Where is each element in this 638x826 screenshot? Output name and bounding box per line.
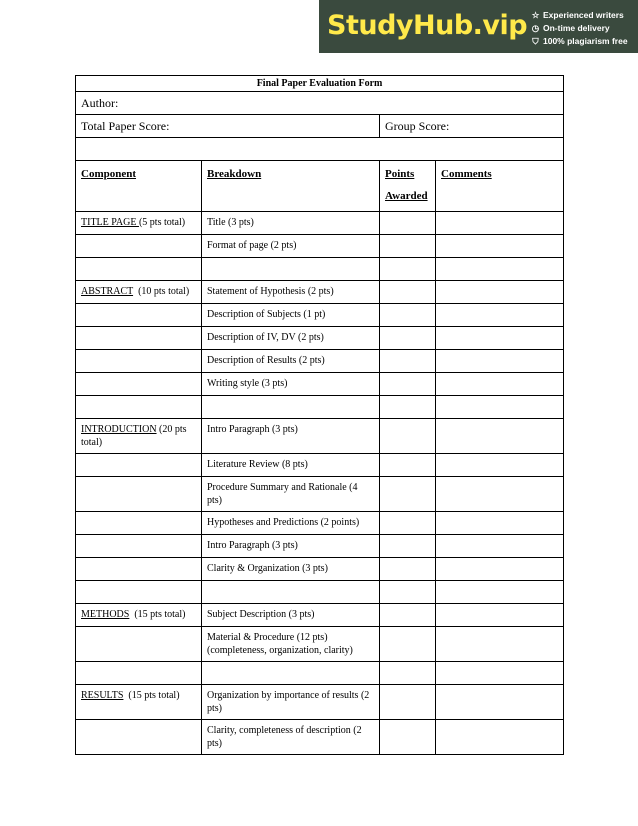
comments-cell[interactable] [436, 512, 564, 535]
table-row [76, 454, 564, 477]
group-score-field: Group Score: [380, 115, 564, 138]
component-cell [76, 604, 202, 627]
component-cell [76, 419, 202, 454]
component-points: (20 pts total) [81, 424, 190, 448]
breakdown-cell: Subject Description (3 pts) [202, 604, 380, 627]
header-points-awarded: Points Awarded [380, 161, 436, 212]
points-awarded-cell[interactable] [380, 558, 436, 581]
spacer-row [76, 138, 564, 161]
table-row [76, 512, 564, 535]
comments-cell[interactable] [436, 454, 564, 477]
table-row [76, 627, 564, 662]
points-awarded-cell[interactable] [380, 581, 436, 604]
comments-cell[interactable] [436, 258, 564, 281]
component-cell [76, 373, 202, 396]
table-row [76, 535, 564, 558]
table-row [76, 558, 564, 581]
comments-cell[interactable] [436, 396, 564, 419]
points-awarded-cell[interactable] [380, 535, 436, 558]
breakdown-cell: Clarity, completeness of description (2 pts) [202, 720, 380, 755]
component-cell [76, 281, 202, 304]
breakdown-cell: Format of page (2 pts) [202, 235, 380, 258]
component-points: (5 pts total) [138, 217, 186, 228]
points-awarded-cell[interactable] [380, 350, 436, 373]
points-awarded-cell[interactable] [380, 396, 436, 419]
breakdown-cell: Procedure Summary and Rationale (4 pts) [202, 477, 380, 512]
table-row [76, 662, 564, 685]
points-awarded-cell[interactable] [380, 327, 436, 350]
points-awarded-cell[interactable] [380, 258, 436, 281]
breakdown-cell [202, 258, 380, 281]
comments-cell[interactable] [436, 558, 564, 581]
component-name: ABSTRACT [81, 286, 134, 297]
table-row [76, 212, 564, 235]
component-name: RESULTS [81, 690, 124, 701]
component-cell [76, 720, 202, 755]
points-awarded-cell[interactable] [380, 373, 436, 396]
table-row [76, 304, 564, 327]
evaluation-form-table [75, 75, 564, 755]
points-awarded-cell[interactable] [380, 454, 436, 477]
comments-cell[interactable] [436, 581, 564, 604]
shield-icon: ⛉ [532, 36, 539, 46]
points-awarded-cell[interactable] [380, 212, 436, 235]
table-row [76, 720, 564, 755]
component-cell [76, 627, 202, 662]
header-comments: Comments [436, 161, 564, 212]
total-paper-score-field: Total Paper Score: [76, 115, 380, 138]
breakdown-cell: Organization by importance of results (2 pts) [202, 685, 380, 720]
points-awarded-cell[interactable] [380, 304, 436, 327]
table-row [76, 235, 564, 258]
breakdown-cell: Literature Review (8 pts) [202, 454, 380, 477]
component-cell [76, 235, 202, 258]
table-row [76, 581, 564, 604]
comments-cell[interactable] [436, 212, 564, 235]
breakdown-cell: Hypotheses and Predictions (2 points) [202, 512, 380, 535]
component-name: TITLE PAGE [81, 217, 139, 228]
breakdown-cell: Description of IV, DV (2 pts) [202, 327, 380, 350]
promo-banner[interactable] [319, 0, 638, 53]
table-row [76, 258, 564, 281]
comments-cell[interactable] [436, 327, 564, 350]
component-cell [76, 212, 202, 235]
component-cell [76, 258, 202, 281]
comments-cell[interactable] [436, 627, 564, 662]
component-cell [76, 662, 202, 685]
component-cell [76, 350, 202, 373]
component-cell [76, 454, 202, 477]
comments-cell[interactable] [436, 304, 564, 327]
component-cell [76, 327, 202, 350]
component-cell [76, 304, 202, 327]
comments-cell[interactable] [436, 685, 564, 720]
component-name: METHODS [81, 609, 130, 620]
component-points: (10 pts total) [133, 286, 190, 297]
component-cell [76, 396, 202, 419]
comments-cell[interactable] [436, 235, 564, 258]
points-awarded-cell[interactable] [380, 281, 436, 304]
component-cell [76, 685, 202, 720]
breakdown-cell: Material & Procedure (12 pts) (completeness, organization, clarity) [202, 627, 380, 662]
feature-plagiarism-free: ⛉ 100% plagiarism free [532, 36, 628, 46]
points-awarded-cell[interactable] [380, 235, 436, 258]
points-awarded-cell[interactable] [380, 604, 436, 627]
comments-cell[interactable] [436, 373, 564, 396]
comments-cell[interactable] [436, 604, 564, 627]
breakdown-cell [202, 396, 380, 419]
points-awarded-cell[interactable] [380, 512, 436, 535]
table-row [76, 373, 564, 396]
breakdown-cell: Writing style (3 pts) [202, 373, 380, 396]
points-awarded-cell[interactable] [380, 662, 436, 685]
component-points: (15 pts total) [123, 690, 180, 701]
breakdown-cell: Description of Results (2 pts) [202, 350, 380, 373]
feature-on-time-delivery: ◷ On-time delivery [531, 23, 610, 33]
breakdown-cell [202, 581, 380, 604]
star-icon: ☆ [531, 10, 540, 20]
component-name: INTRODUCTION [81, 424, 157, 435]
form-title: Final Paper Evaluation Form [76, 76, 564, 92]
header-breakdown: Breakdown [202, 161, 380, 212]
table-row [76, 281, 564, 304]
breakdown-cell: Description of Subjects (1 pt) [202, 304, 380, 327]
breakdown-cell: Intro Paragraph (3 pts) [202, 535, 380, 558]
table-row [76, 396, 564, 419]
breakdown-cell: Statement of Hypothesis (2 pts) [202, 281, 380, 304]
clock-icon: ◷ [531, 23, 540, 33]
comments-cell[interactable] [436, 662, 564, 685]
points-awarded-cell[interactable] [380, 477, 436, 512]
breakdown-cell: Clarity & Organization (3 pts) [202, 558, 380, 581]
comments-cell[interactable] [436, 419, 564, 454]
breakdown-cell: Title (3 pts) [202, 212, 380, 235]
comments-cell[interactable] [436, 535, 564, 558]
comments-cell[interactable] [436, 720, 564, 755]
points-awarded-cell[interactable] [380, 627, 436, 662]
breakdown-cell [202, 662, 380, 685]
comments-cell[interactable] [436, 350, 564, 373]
points-awarded-cell[interactable] [380, 419, 436, 454]
table-row [76, 419, 564, 454]
component-cell [76, 512, 202, 535]
component-cell [76, 558, 202, 581]
author-field: Author: [76, 92, 564, 115]
component-points: (15 pts total) [129, 609, 186, 620]
comments-cell[interactable] [436, 477, 564, 512]
studyhub-logo: StudyHub.vip [327, 10, 528, 41]
points-awarded-cell[interactable] [380, 685, 436, 720]
points-awarded-cell[interactable] [380, 720, 436, 755]
table-row [76, 477, 564, 512]
component-cell [76, 581, 202, 604]
component-cell [76, 535, 202, 558]
component-cell [76, 477, 202, 512]
table-row [76, 327, 564, 350]
table-row [76, 685, 564, 720]
breakdown-cell: Intro Paragraph (3 pts) [202, 419, 380, 454]
table-row [76, 350, 564, 373]
comments-cell[interactable] [436, 281, 564, 304]
feature-experienced-writers: ☆ Experienced writers [531, 10, 624, 20]
header-component: Component [76, 161, 202, 212]
table-row [76, 604, 564, 627]
